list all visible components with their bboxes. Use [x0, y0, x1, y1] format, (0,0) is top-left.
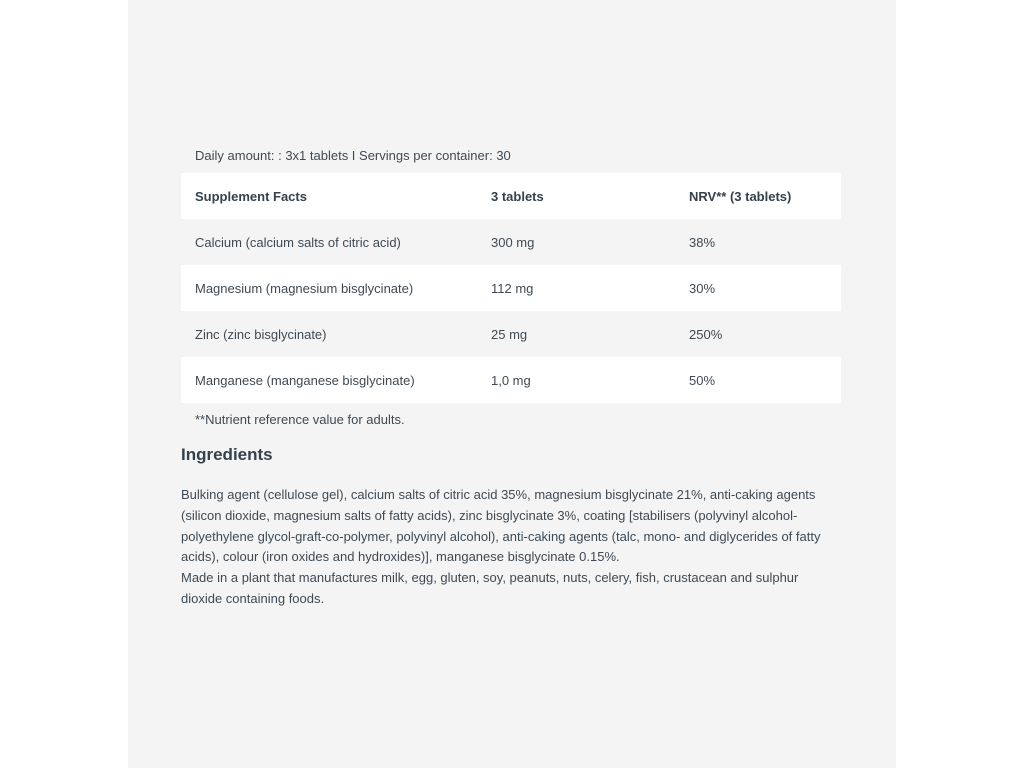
ingredients-list-text: Bulking agent (cellulose gel), calcium salts of citric acid 35%, magnesium bisglycinate 21%, anti-caking agents (silicon dioxide, magnesium salts of fatty acids), zinc bisglycinate 3%, coating [stabilisers (polyvinyl alcohol-polyethylene glycol-graft-co-polymer, polyvinyl alcohol), anti-caking agents (talc, mono- and diglycerides of fatty acids), colour (iron oxides and hydroxides)], manganese bisglycinate 0.15%. — [181, 487, 821, 565]
nutrient-nrv: 250% — [675, 311, 841, 357]
nutrient-amount: 300 mg — [477, 219, 675, 265]
product-info-panel — [128, 0, 896, 768]
table-row — [181, 311, 841, 357]
nutrient-amount: 25 mg — [477, 311, 675, 357]
header-amount: 3 tablets — [477, 173, 675, 219]
header-nrv: NRV** (3 tablets) — [675, 173, 841, 219]
allergen-statement: Made in a plant that manufactures milk, egg, gluten, soy, peanuts, nuts, celery, fish, crustacean and sulphur dioxide containing foods. — [181, 570, 799, 606]
table-row — [181, 265, 841, 311]
nrv-footnote: **Nutrient reference value for adults. — [195, 412, 405, 427]
nutrient-name: Manganese (manganese bisglycinate) — [181, 357, 477, 403]
nutrient-nrv: 38% — [675, 219, 841, 265]
table-header-row — [181, 173, 841, 219]
nutrient-nrv: 30% — [675, 265, 841, 311]
nutrient-name: Magnesium (magnesium bisglycinate) — [181, 265, 477, 311]
ingredients-heading: Ingredients — [181, 445, 273, 464]
ingredients-body — [181, 485, 841, 610]
header-supplement-facts: Supplement Facts — [181, 173, 477, 219]
table-row — [181, 219, 841, 265]
nutrient-name: Zinc (zinc bisglycinate) — [181, 311, 477, 357]
daily-amount-text: Daily amount: : 3x1 tablets I Servings per container: 30 — [195, 148, 511, 163]
nutrient-amount: 1,0 mg — [477, 357, 675, 403]
nutrient-amount: 112 mg — [477, 265, 675, 311]
product-info-content — [181, 147, 841, 610]
nutrient-name: Calcium (calcium salts of citric acid) — [181, 219, 477, 265]
supplement-facts-table — [181, 173, 841, 403]
table-row — [181, 357, 841, 403]
nutrient-nrv: 50% — [675, 357, 841, 403]
